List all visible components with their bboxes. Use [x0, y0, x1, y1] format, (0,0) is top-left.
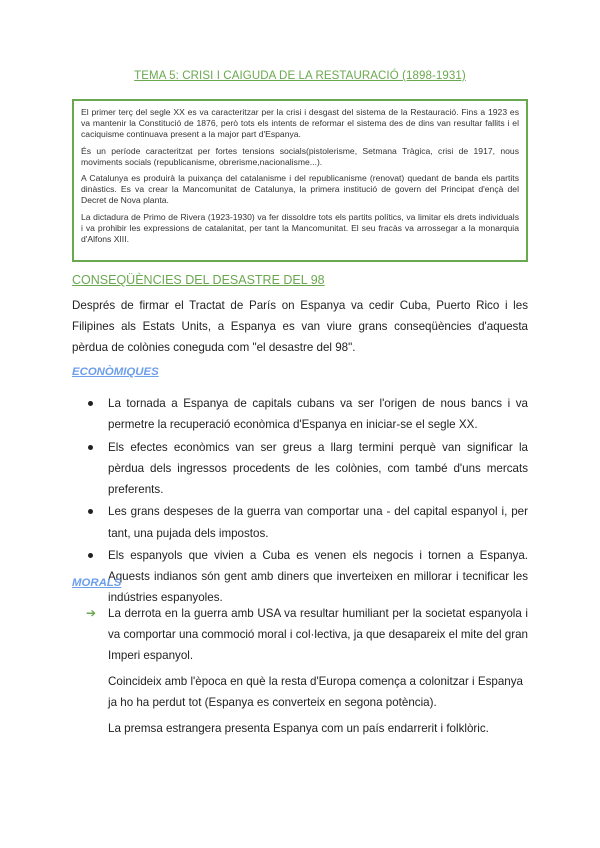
- list-item: [72, 393, 528, 435]
- arrow-right-icon: ➔: [86, 606, 97, 620]
- arrow-item-text: La derrota en la guerra amb USA va resultar humiliant per la societat espanyola i va comportar una commoció moral i col·lectiva, ja que desapareix el mite del gran Imperi espanyol.: [108, 607, 528, 663]
- summary-box: [72, 99, 528, 262]
- summary-paragraph: La dictadura de Primo de Rivera (1923-1930) va fer dissoldre tots els partits polítics, va limitar els drets individuals i va prohibir les expressions de catalanitat, per tant la Mancomunitat. El seu fracàs va arrossegar a la monarquia d'Alfons XIII.: [81, 211, 519, 245]
- list-item-text: La tornada a Espanya de capitals cubans va ser l'origen de nous bancs i va permetre la recuperació econòmica d'Espanya en iniciar-se el segle XX.: [108, 397, 528, 432]
- section-heading: CONSEQÜÈNCIES DEL DESASTRE DEL 98: [72, 273, 325, 287]
- bullet-icon: [88, 401, 93, 406]
- summary-paragraph: El primer terç del segle XX es va caracteritzar per la crisi i desgast del sistema de la Restauració. Fins a 1923 es va mantenir la Constitució de 1876, però tots els intents de reformar el sistema des de dins van resultar fallits i el caciquisme continuava present a la major part d'Espanya.: [81, 107, 519, 140]
- summary-paragraph: És un període caracteritzat per fortes tensions socials(pistolerisme, Setmana Tràgica, crisi de 1917, nous moviments socials (republicanisme, obrerisme,nacionalisme...).: [81, 145, 519, 167]
- page-title: TEMA 5: CRISI I CAIGUDA DE LA RESTAURACIÓ (1898-1931): [134, 70, 466, 82]
- list-item: [72, 437, 528, 501]
- list-item: [72, 545, 528, 609]
- bullet-icon: [88, 509, 93, 514]
- summary-paragraph: A Catalunya es produirà la puixança del catalanisme i del republicanisme (renovat) quedant de banda els partits dinàstics. Es va crear la Mancomunitat de Catalunya, la primera institució de govern del Principat d'ençà del Decret de Nova planta.: [81, 173, 519, 206]
- list-item-text: Els efectes econòmics van ser greus a llarg termini perquè van significar la pèrdua dels ingressos procedents de les colònies, com també d'uns mercats preferents.: [108, 440, 528, 496]
- economic-bullet-list: [72, 393, 528, 610]
- intro-paragraph: Després de firmar el Tractat de París on Espanya va cedir Cuba, Puerto Rico i les Filipines als Estats Units, a Espanya es van viure grans conseqüències d'aquesta pèrdua de colònies coneguda com "el desastre del 98".: [72, 299, 528, 355]
- list-item: [72, 501, 528, 543]
- bullet-icon: [88, 553, 93, 558]
- moral-arrow-item: [72, 603, 528, 667]
- list-item-text: Els espanyols que vivien a Cuba es venen els negocis i tornen a Espanya. Aquests indianos són gent amb diners que inverteixen en millorar i tecnificar les indústries espanyoles.: [108, 548, 528, 605]
- bullet-icon: [88, 445, 93, 450]
- moral-heading: MORALS: [72, 577, 122, 589]
- moral-paragraph: Coincideix amb l'època en què la resta d'Europa comença a colonitzar i Espanya ja ho ha perdut tot (Espanya es converteix en segona potència).: [108, 675, 523, 710]
- moral-paragraph: La premsa estrangera presenta Espanya com un país endarrerit i folklòric.: [108, 722, 489, 735]
- list-item-text: Les grans despeses de la guerra van comportar una - del capital espanyol i, per tant, una pujada dels impostos.: [108, 505, 528, 540]
- economic-heading: ECONÒMIQUES: [72, 366, 159, 378]
